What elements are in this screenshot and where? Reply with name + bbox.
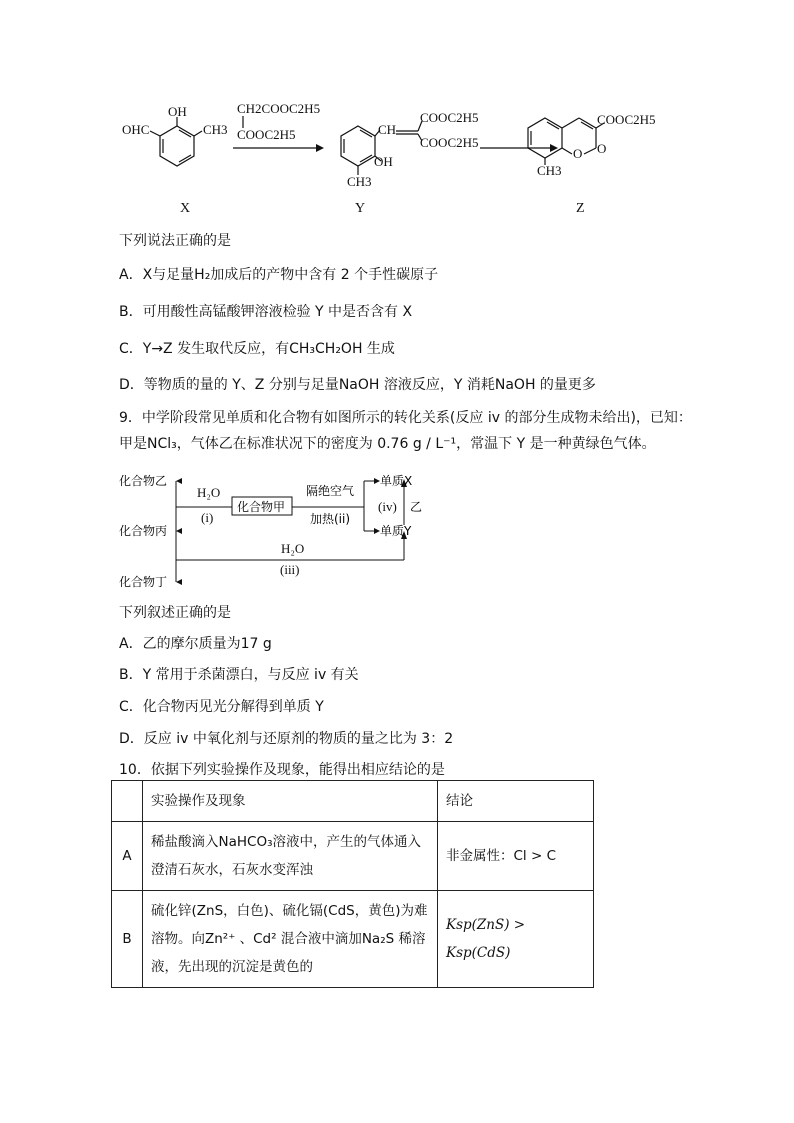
q10-table [111,780,594,988]
z-benzene-ring [528,118,562,158]
x-benzene-ring [160,126,194,166]
compound-ding-label: 化合物丁 [119,575,168,589]
q8-option-a: A．X与足量H₂加成后的产物中含有 2 个手性碳原子 [119,267,439,283]
operation-line: 稀盐酸滴入NaHCO₃溶液中，产生的气体通入 [151,834,421,850]
heat-label: 加热(ii) [310,512,351,526]
operation-cell [143,891,438,988]
q8-option-d: D．等物质的量的 Y、Z 分别与足量NaOH 溶液反应，Y 消耗NaOH 的量更多 [119,377,596,393]
q8-option-c: C．Y→Z 发生取代反应，有CH₃CH₂OH 生成 [119,341,395,357]
table-row [112,891,594,988]
x-cho-label: OHC [122,122,150,137]
q9-option-c: C．化合物丙见光分解得到单质 Y [119,699,324,715]
reagent-line2: COOC2H5 [237,127,296,142]
reaction-scheme [0,0,794,225]
table-row [112,822,594,891]
x-label: X [180,201,191,216]
h2o-bottom-label: H₂O [281,541,305,556]
element-x-label: 单质X [380,474,413,488]
header-blank [112,781,143,822]
y-ester1-label: COOC2H5 [420,110,479,125]
y-benzene-ring [341,126,375,166]
conclusion-cell: 非金属性：Cl > C [438,822,594,891]
y-oh-label: OH [374,154,393,169]
z-label: Z [576,201,585,216]
operation-line: 溶物。向Zn²⁺ 、Cd² 混合液中滴加Na₂S 稀溶 [151,931,426,947]
q9-conversion-diagram [0,465,794,595]
isolate-air-label: 隔绝空气 [306,484,355,498]
q8-option-b: B．可用酸性高锰酸钾溶液检验 Y 中是否含有 X [119,304,413,320]
operation-line: 液，先出现的沉淀是黄色的 [151,959,313,975]
y-ch-label: CH [378,122,397,137]
y-ester2-label: COOC2H5 [420,135,479,150]
operation-line: 澄清石灰水，石灰水变浑浊 [151,862,313,878]
operation-line: 硫化锌(ZnS，白色)、硫化镉(CdS，黄色)为难 [151,903,428,919]
reagent-line1: CH2COOC2H5 [237,101,321,116]
z-ch3-label: CH3 [537,163,562,178]
x-ch3-label: CH3 [203,122,228,137]
h2o-top-label: H₂O [197,485,221,500]
compound-yi-label: 化合物乙 [119,474,168,488]
conclusion-cell: Ksp(ZnS) > Ksp(CdS) [438,891,594,988]
element-y-label: 单质Y [380,524,412,538]
q10-stem: 10．依据下列实验操作及现象，能得出相应结论的是 [119,762,445,778]
gas-yi-label: 乙 [410,500,423,514]
q9-stem-line1: 9．中学阶段常见单质和化合物有如图所示的转化关系(反应 iv 的部分生成物未给出)，已知： [119,410,692,426]
row-label: B [112,891,143,988]
q9-option-d: D．反应 iv 中氧化剂与还原剂的物质的量之比为 3：2 [119,731,454,747]
table-header-row [112,781,594,822]
y-label: Y [355,201,366,216]
step-iii-label: (iii) [280,562,300,577]
q9-question: 下列叙述正确的是 [119,605,231,621]
header-conclusion: 结论 [438,781,594,822]
y-ch3-label: CH3 [347,174,372,189]
compound-bing-label: 化合物丙 [119,524,168,538]
q9-option-a: A．乙的摩尔质量为17 g [119,636,272,652]
x-oh-label: OH [168,104,187,119]
compound-jia-label: 化合物甲 [237,500,286,514]
z-ring-oxygen: O [573,146,583,161]
step-i-label: (i) [201,510,214,525]
z-carbonyl-oxygen: O [597,141,607,156]
row-label: A [112,822,143,891]
q8-stem: 下列说法正确的是 [119,233,231,249]
header-operation: 实验操作及现象 [143,781,438,822]
q9-option-b: B．Y 常用于杀菌漂白，与反应 iv 有关 [119,667,359,683]
step-iv-label: (iv) [378,499,397,514]
q9-stem-line2: 甲是NCl₃，气体乙在标准状况下的密度为 0.76 g / L⁻¹，常温下 Y 是一种黄绿色气体。 [119,436,656,452]
z-ester-label: COOC2H5 [597,112,656,127]
operation-cell [143,822,438,891]
